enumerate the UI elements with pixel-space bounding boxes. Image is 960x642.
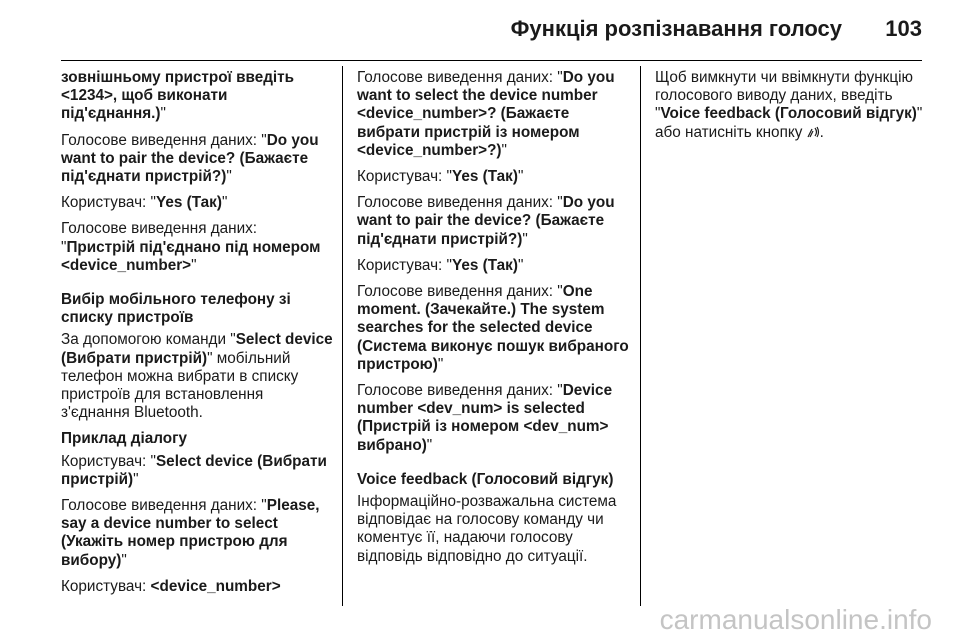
paragraph: Користувач: "Select device (Вибрати пристрій)" bbox=[61, 452, 327, 488]
paragraph: зовнішньому пристрої введіть <1234>, щоб виконати під'єднання.)" bbox=[61, 69, 295, 123]
paragraph: Інформаційно-розважальна система відповідає на голосову команду чи коментує її, надаючи голосову відповідь відповідно до ситуації. bbox=[357, 493, 617, 565]
page-number: 103 bbox=[885, 16, 922, 41]
voice-button-icon bbox=[807, 126, 820, 139]
bold-run: Do you want to select the device number <device_number>? (Бажаєте вибрати пристрій із номером <device_number>?) bbox=[357, 69, 615, 159]
bold-run: зовнішньому пристрої введіть <1234>, щоб виконати під'єднання.) bbox=[61, 69, 295, 123]
paragraph: Щоб вимкнути чи ввімкнути функцію голосового виводу даних, введіть "Voice feedback (Голосовий відгук)" або натисніть кнопку . bbox=[655, 69, 923, 141]
text-column-2 bbox=[357, 69, 629, 574]
text-column-3 bbox=[655, 69, 923, 150]
paragraph: Користувач: "Yes (Так)" bbox=[357, 168, 524, 186]
column-divider-2 bbox=[640, 66, 641, 606]
bold-run: Yes (Так) bbox=[155, 194, 222, 212]
section-heading: Приклад діалогу bbox=[61, 430, 187, 448]
bold-run: Do you want to pair the device? (Бажаєте під'єднати пристрій?) bbox=[357, 194, 615, 248]
column-divider-1 bbox=[342, 66, 343, 606]
section-heading: Voice feedback (Голосовий відгук) bbox=[357, 470, 614, 488]
paragraph: Голосове виведення даних: "Device number <dev_num> is selected (Пристрій із номером <dev_num> вибрано)" bbox=[357, 382, 613, 454]
paragraph: Голосове виведення даних: "Do you want to select the device number <device_number>? (Бажаєте вибрати пристрій із номером <device_number>?)" bbox=[357, 69, 615, 159]
header-title: Функція розпізнавання голосу bbox=[510, 16, 842, 41]
bold-run: Select device (Вибрати пристрій) bbox=[61, 331, 333, 367]
bold-run: Please, say a device number to select (Укажіть номер пристрою для вибору) bbox=[61, 497, 320, 569]
bold-run: Device number <dev_num> is selected (Пристрій із номером <dev_num> вибрано) bbox=[357, 382, 613, 454]
paragraph: Користувач: "Yes (Так)" bbox=[357, 256, 524, 274]
paragraph: Голосове виведення даних: "Пристрій під'єднано під номером <device_number>" bbox=[61, 220, 321, 274]
paragraph: Голосове виведення даних: "One moment. (Зачекайте.) The system searches for the selected device (Система виконує пошук вибраного пристрою)" bbox=[357, 283, 629, 373]
bold-run: One moment. (Зачекайте.) The system searches for the selected device (Система виконує пошук вибраного пристрою) bbox=[357, 283, 629, 373]
paragraph: Користувач: <device_number> bbox=[61, 577, 281, 595]
bold-run: Yes (Так) bbox=[451, 168, 518, 186]
paragraph: Голосове виведення даних: "Please, say a device number to select (Укажіть номер пристрою для вибору)" bbox=[61, 497, 320, 569]
paragraph: Голосове виведення даних: "Do you want to pair the device? (Бажаєте під'єднати пристрій?)" bbox=[61, 131, 319, 186]
header-rule bbox=[61, 60, 922, 61]
section-heading: Вибір мобільного телефону зі списку пристроїв bbox=[61, 291, 291, 327]
bold-run: Voice feedback (Голосовий відгук) bbox=[660, 105, 917, 123]
bold-run: Select device (Вибрати пристрій) bbox=[61, 452, 327, 488]
paragraph: Голосове виведення даних: "Do you want to pair the device? (Бажаєте під'єднати пристрій?)" bbox=[357, 194, 615, 248]
bold-run: <device_number> bbox=[150, 577, 281, 595]
watermark: carmanualsonline.info bbox=[659, 604, 932, 635]
bold-run: Yes (Так) bbox=[451, 256, 518, 274]
bold-run: Do you want to pair the device? (Бажаєте під'єднати пристрій?) bbox=[61, 131, 319, 186]
paragraph: За допомогою команди "Select device (Вибрати пристрій)" мобільний телефон можна вибрати в списку пристроїв для встановлення з'єднання Bluetooth. bbox=[61, 331, 333, 422]
bold-run: Пристрій під'єднано під номером <device_number> bbox=[61, 238, 321, 274]
text-column-1 bbox=[61, 69, 333, 604]
paragraph: Користувач: "Yes (Так)" bbox=[61, 194, 228, 212]
